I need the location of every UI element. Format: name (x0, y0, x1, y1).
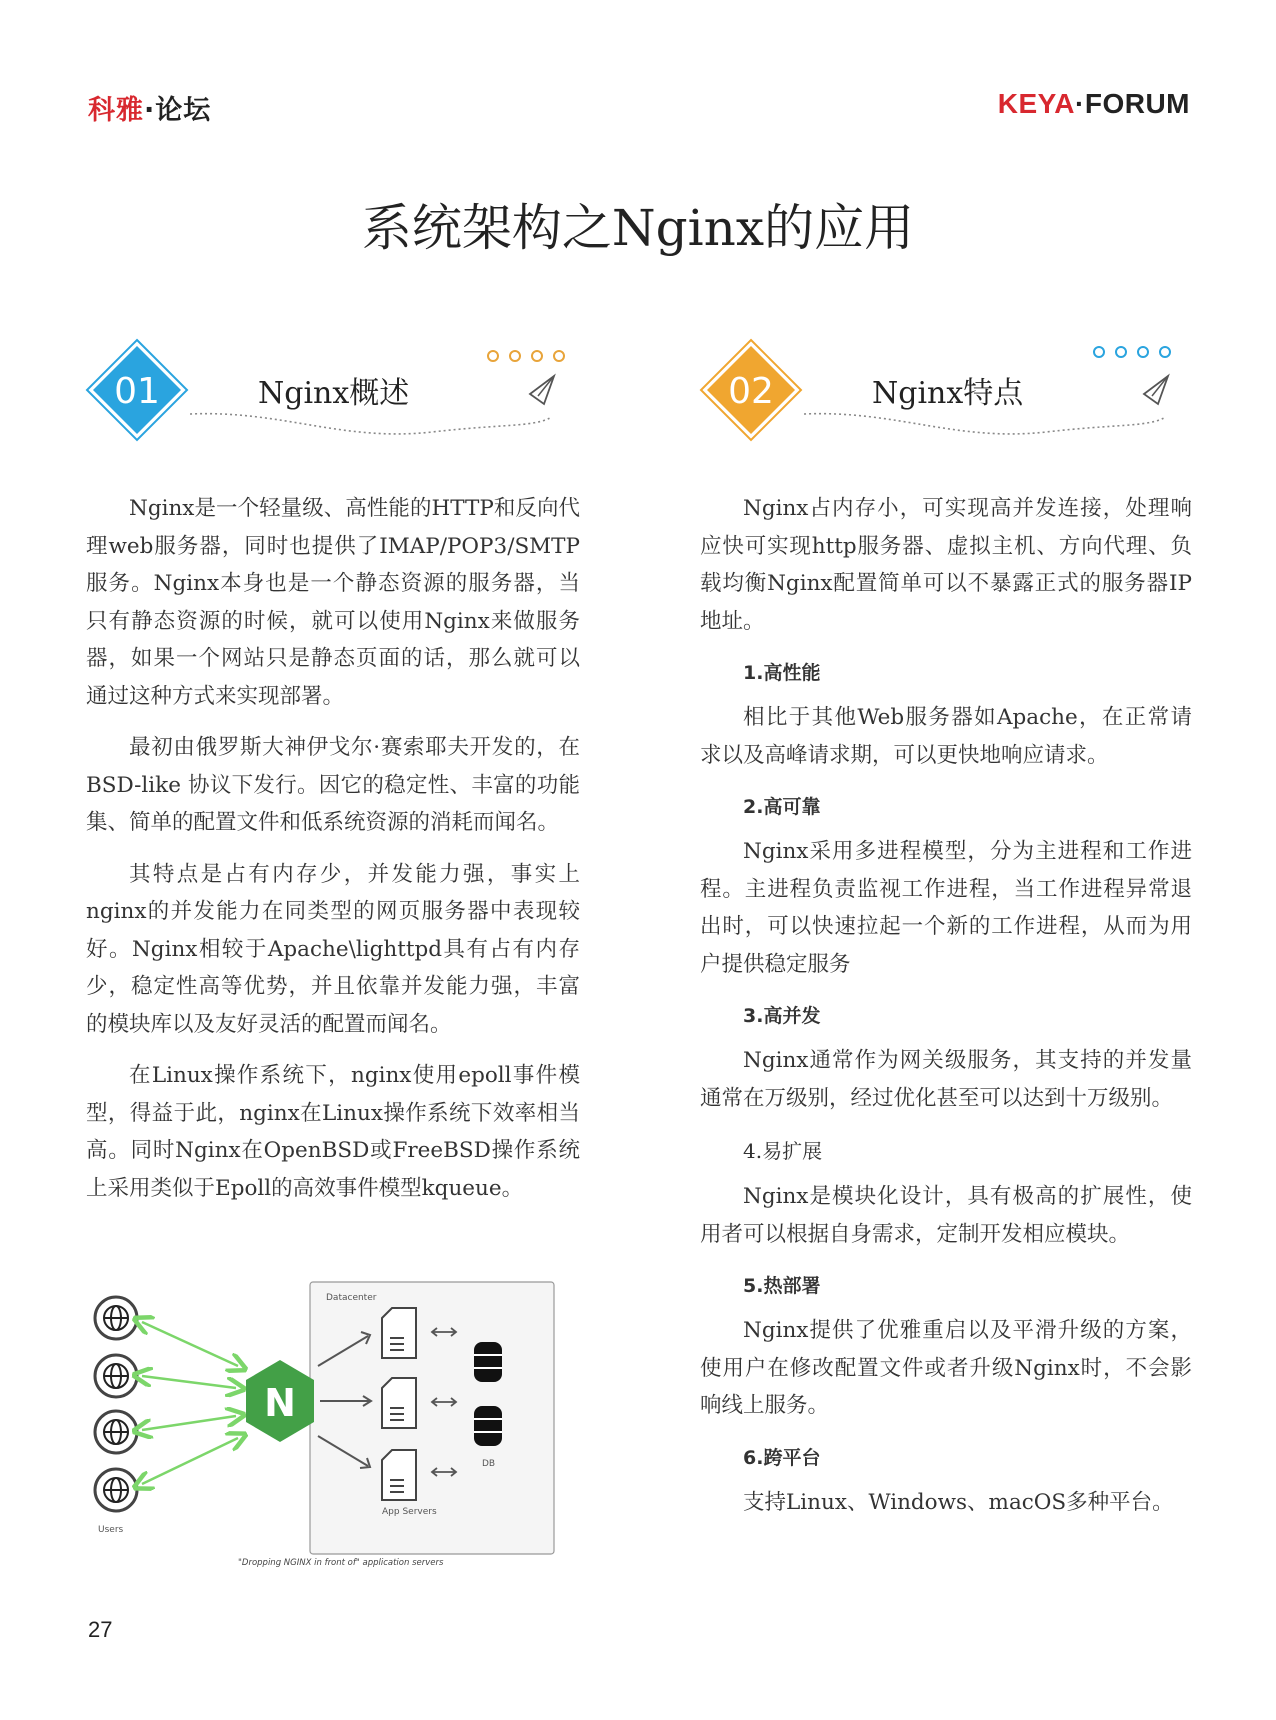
database-icon (474, 1342, 502, 1382)
feature-heading: 4.易扩展 (743, 1139, 823, 1163)
paper-plane-icon (1144, 376, 1168, 404)
app-servers-label: App Servers (382, 1507, 437, 1517)
feature-heading: 1.高性能 (743, 662, 821, 684)
feature-text: 相比于其他Web服务器如Apache，在正常请求以及高峰请求期，可以更快地响应请求。 (700, 705, 1192, 768)
server-icon (382, 1378, 416, 1428)
section-header-02 (696, 332, 1256, 452)
feature-text: Nginx是模块化设计，具有极高的扩展性，使用者可以根据自身需求，定制开发相应模块。 (700, 1184, 1192, 1247)
brand-logo-cn: 科雅·论坛 (88, 95, 212, 126)
server-icon (382, 1308, 416, 1358)
svg-text:01: 01 (114, 371, 160, 412)
feature-heading: 5.热部署 (743, 1275, 821, 1297)
page-number: 27 (88, 1617, 113, 1642)
nginx-architecture-diagram (86, 1270, 586, 1600)
paragraph: 在Linux操作系统下，nginx使用epoll事件模型，得益于此，nginx在Linux操作系统下效率相当高。同时Nginx在OpenBSD或FreeBSD操作系统上采用类似于Epoll的高效事件模型kqueue。 (86, 1063, 580, 1201)
section-title-01: Nginx概述 (258, 376, 410, 411)
globe-icon (95, 1355, 137, 1397)
intro-paragraph: Nginx占内存小，可实现高并发连接，处理响应快可实现http服务器、虚拟主机、方向代理、负载均衡Nginx配置简单可以不暴露正式的服务器IP地址。 (700, 496, 1192, 634)
section-header-01 (82, 332, 642, 452)
feature-heading: 2.高可靠 (743, 796, 821, 818)
users-label: Users (98, 1525, 124, 1535)
diagram-caption: "Dropping NGINX in front of" application servers (238, 1558, 444, 1568)
db-label: DB (482, 1459, 496, 1469)
feature-heading: 3.高并发 (743, 1005, 821, 1027)
globe-icon (95, 1411, 137, 1453)
paragraph: 最初由俄罗斯大神伊戈尔·赛索耶夫开发的，在BSD-like 协议下发行。因它的稳定性、丰富的功能集、简单的配置文件和低系统资源的消耗而闻名。 (86, 735, 580, 835)
server-icon (382, 1450, 416, 1500)
feature-text: Nginx通常作为网关级服务，其支持的并发量通常在万级别，经过优化甚至可以达到十万级别。 (700, 1048, 1192, 1111)
feature-text: Nginx采用多进程模型，分为主进程和工作进程。主进程负责监视工作进程，当工作进程异常退出时，可以快速拉起一个新的工作进程，从而为用户提供稳定服务 (700, 839, 1192, 977)
feature-text: 支持Linux、Windows、macOS多种平台。 (743, 1489, 1174, 1515)
datacenter-label: Datacenter (326, 1293, 377, 1303)
globe-icon (95, 1469, 137, 1511)
nginx-letter: N (264, 1381, 296, 1425)
page-title: 系统架构之Nginx的应用 (361, 199, 915, 257)
feature-text: Nginx提供了优雅重启以及平滑升级的方案，使用户在修改配置文件或者升级Nginx时，不会影响线上服务。 (700, 1318, 1192, 1418)
section2-body (700, 490, 1192, 1525)
paragraph: 其特点是占有内存少，并发能力强，事实上nginx的并发能力在同类型的网页服务器中表现较好。Nginx相较于Apache\lighttpd具有占有内存少，稳定性高等优势，并且依靠并发能力强，丰富的模块库以及友好灵活的配置而闻名。 (86, 861, 580, 1037)
decorative-dots-icon (488, 351, 564, 361)
database-icon (474, 1406, 502, 1446)
section-title-02: Nginx特点 (872, 376, 1024, 411)
svg-text:02: 02 (728, 371, 774, 412)
user-arrows (142, 1322, 238, 1484)
feature-heading: 6.跨平台 (743, 1446, 821, 1469)
globe-icon (95, 1297, 137, 1339)
decorative-dots-icon (1094, 347, 1170, 357)
paper-plane-icon (530, 376, 554, 404)
paragraph: Nginx是一个轻量级、高性能的HTTP和反向代理web服务器，同时也提供了IMAP/POP3/SMTP服务。Nginx本身也是一个静态资源的服务器，当只有静态资源的时候，就可以使用Nginx来做服务器，如果一个网站只是静态页面的话，那么就可以通过这种方式来实现部署。 (86, 496, 580, 709)
brand-logo-en: KEYA·FORUM (997, 88, 1190, 119)
section1-body (86, 490, 580, 1221)
